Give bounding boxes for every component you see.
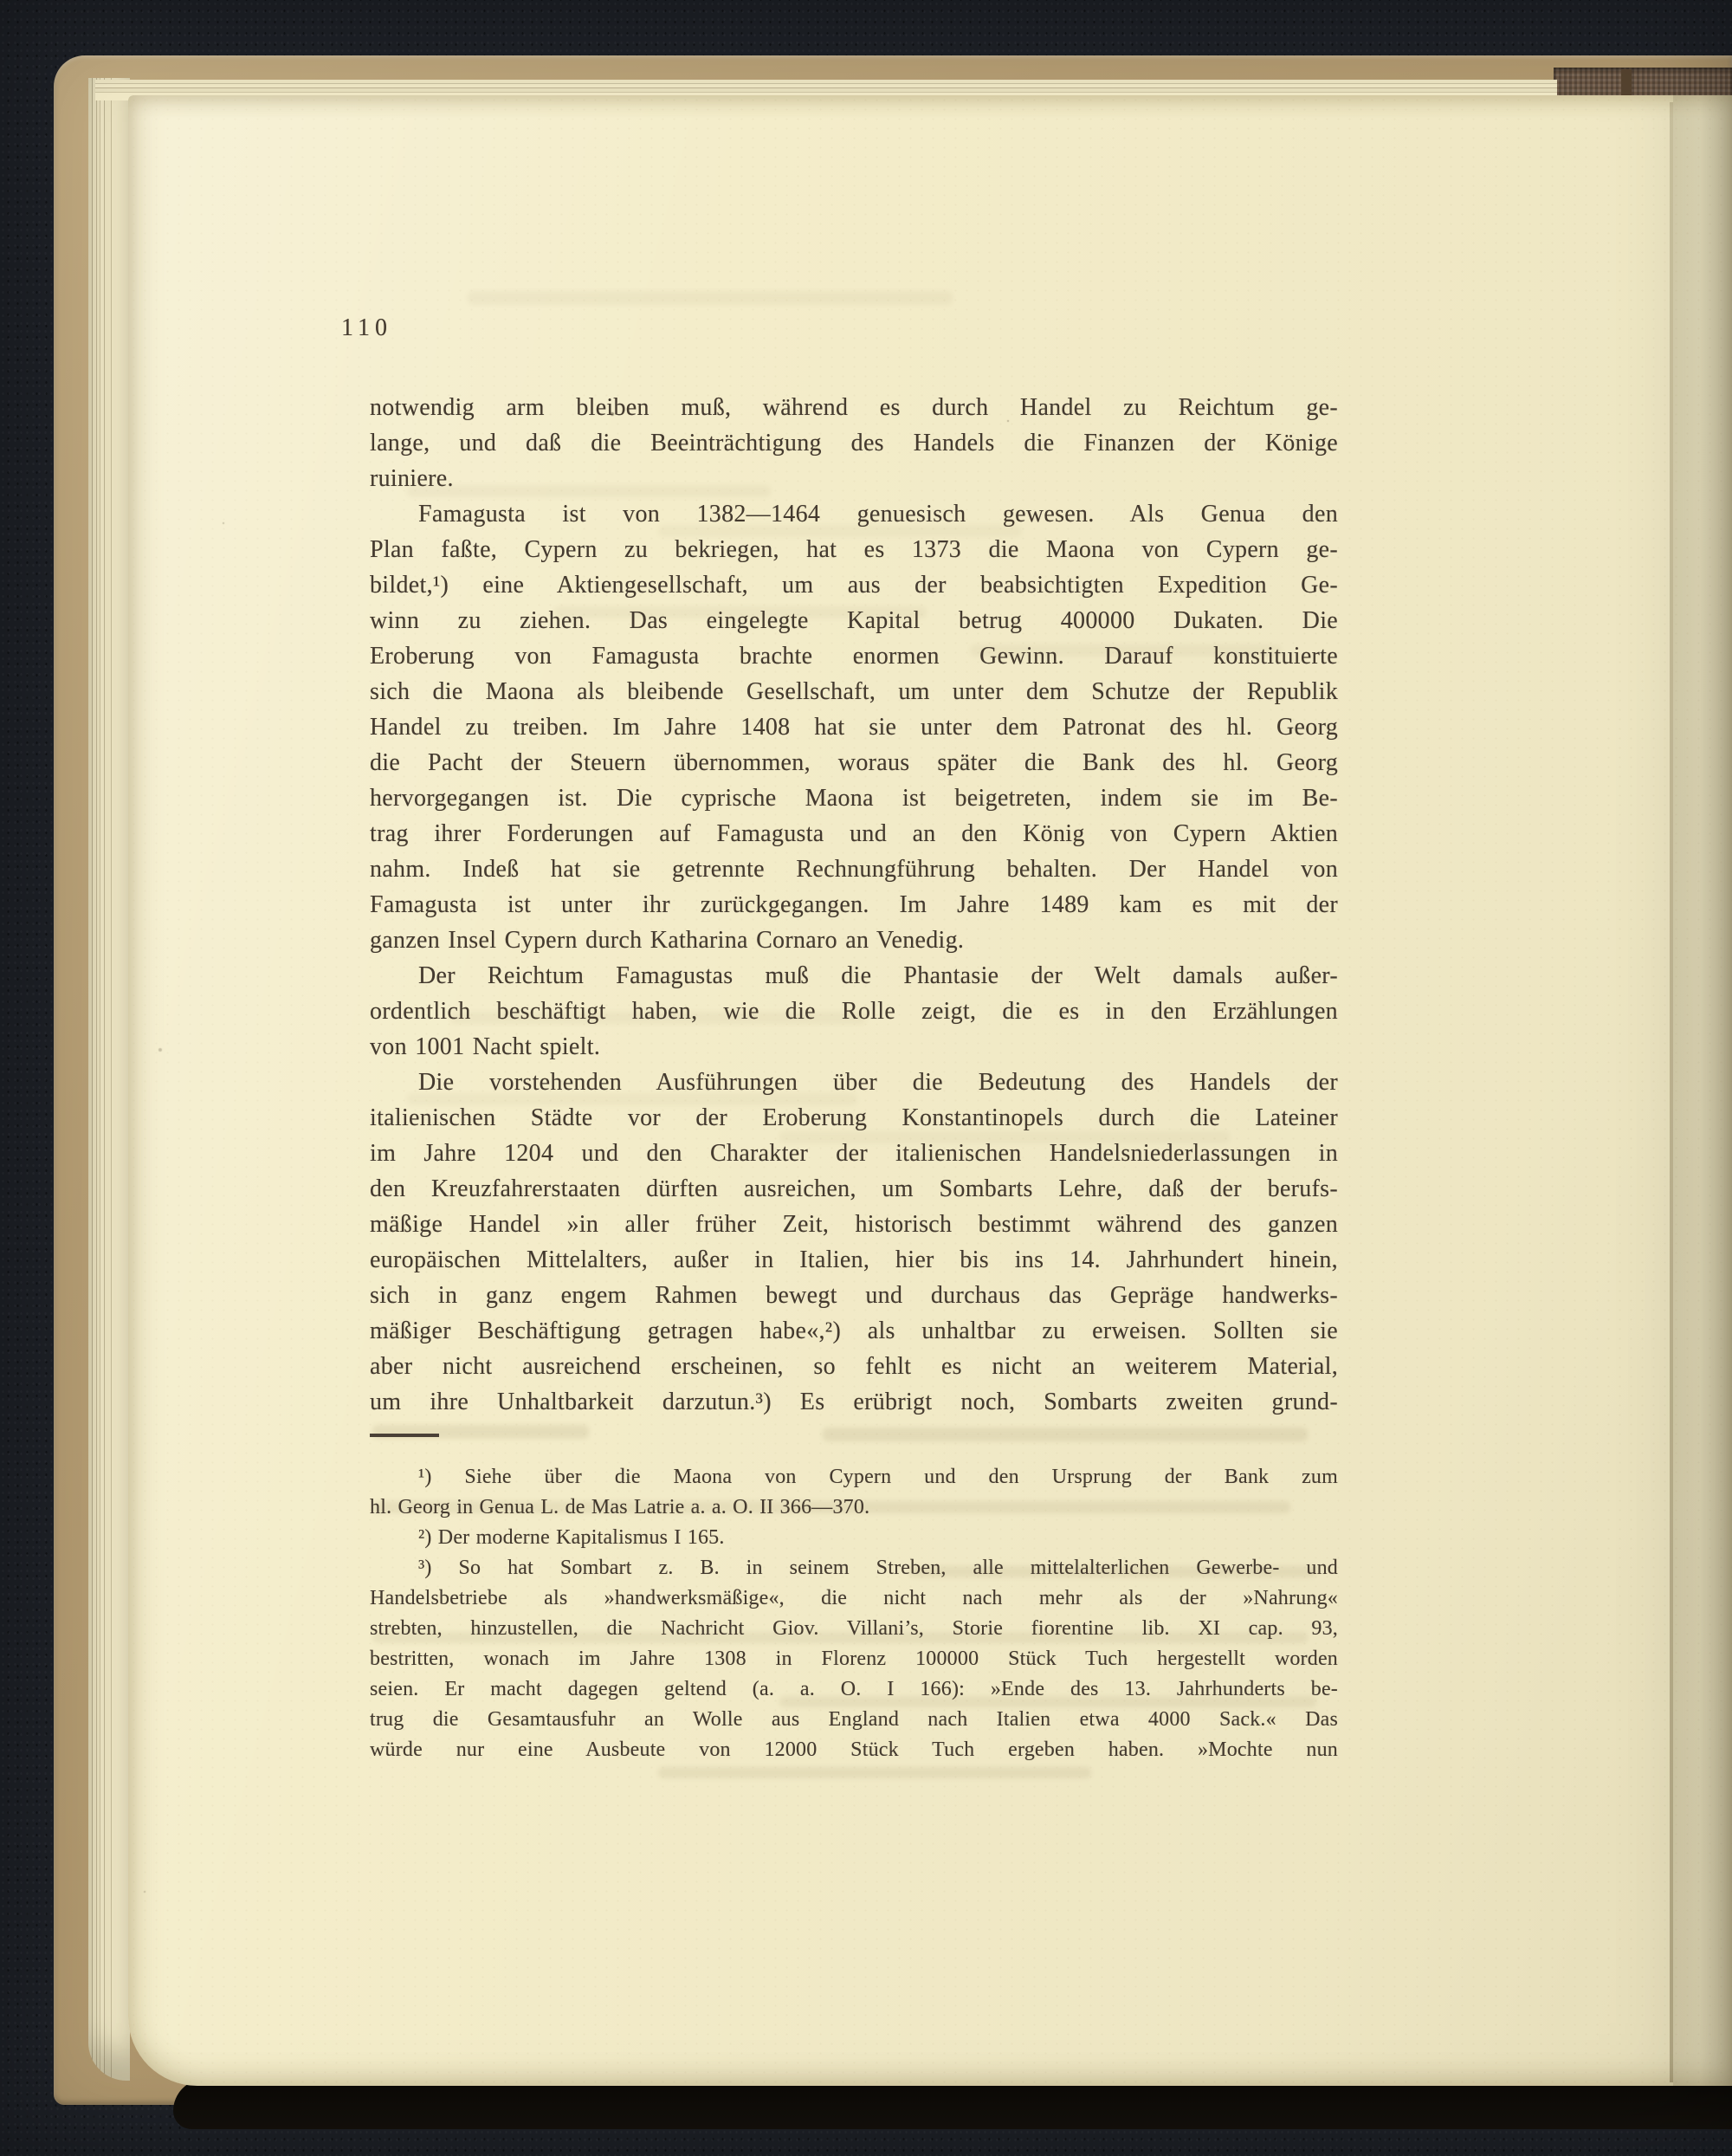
body-text-line: den Kreuzfahrerstaaten dürften ausreichen, um Sombarts Lehre, daß der berufs-	[370, 1175, 1338, 1202]
body-text-line: italienischen Städte vor der Eroberung Konstantinopels durch die Lateiner	[370, 1104, 1338, 1131]
footnote-line: seien. Er macht dagegen geltend (a. a. O. I 166): »Ende des 13. Jahrhunderts be-	[370, 1678, 1338, 1700]
body-text-line: Plan faßte, Cypern zu bekriegen, hat es 1373 die Maona von Cypern ge-	[370, 536, 1338, 563]
body-text-line: winn zu ziehen. Das eingelegte Kapital betrug 400000 Dukaten. Die	[370, 607, 1338, 634]
body-text-line: trag ihrer Forderungen auf Famagusta und an den König von Cypern Aktien	[370, 820, 1338, 847]
body-text-line: aber nicht ausreichend erscheinen, so fehlt es nicht an weiterem Material,	[370, 1353, 1338, 1380]
footnote-line: bestritten, wonach im Jahre 1308 in Florenz 100000 Stück Tuch hergestellt worden	[370, 1648, 1338, 1670]
body-text-line: mäßiger Beschäftigung getragen habe«,²) als unhaltbar zu erweisen. Sollten sie	[370, 1318, 1338, 1344]
page-stack-edge-left	[88, 78, 130, 2081]
footnote-line: trug die Gesamtausfuhr an Wolle aus England nach Italien etwa 4000 Sack.« Das	[370, 1708, 1338, 1731]
body-text-line: ordentlich beschäftigt haben, wie die Rolle zeigt, die es in den Erzählungen	[370, 998, 1338, 1025]
page-bottom-shadow	[173, 2079, 1732, 2129]
body-text-block	[370, 390, 1338, 1420]
body-text-line: nahm. Indeß hat sie getrennte Rechnungführung behalten. Der Handel von	[370, 856, 1338, 883]
show-through-smudge	[823, 1428, 1308, 1441]
footnote-line: ²) Der moderne Kapitalismus I 165.	[418, 1526, 725, 1549]
body-text-line: Famagusta ist unter ihr zurückgegangen. Im Jahre 1489 kam es mit der	[370, 891, 1338, 918]
footnote-rule	[370, 1434, 439, 1437]
footnote-line: hl. Georg in Genua L. de Mas Latrie a. a. O. II 366—370.	[370, 1496, 870, 1518]
dust-specks	[0, 0, 2, 2]
footnote-line: ¹) Siehe über die Maona von Cypern und den Ursprung der Bank zum	[418, 1466, 1338, 1488]
body-text-line: hervorgegangen ist. Die cyprische Maona ist beigetreten, indem sie im Be-	[370, 785, 1338, 812]
show-through-smudge	[658, 1767, 1091, 1778]
body-text-line: bildet,¹) eine Aktiengesellschaft, um aus der beabsichtigten Expedition Ge-	[370, 572, 1338, 599]
body-text-line: Die vorstehenden Ausführungen über die Bedeutung des Handels der	[418, 1069, 1338, 1096]
body-text-line: notwendig arm bleiben muß, während es durch Handel zu Reichtum ge-	[370, 394, 1338, 421]
body-text-line: ganzen Insel Cypern durch Katharina Cornaro an Venedig.	[370, 927, 965, 954]
show-through-smudge	[468, 291, 953, 305]
body-text-line: um ihre Unhaltbarkeit darzutun.³) Es erübrigt noch, Sombarts zweiten grund-	[370, 1389, 1338, 1415]
page-number: 110	[341, 314, 392, 341]
footnote-line: würde nur eine Ausbeute von 12000 Stück Tuch ergeben haben. »Mochte nun	[370, 1738, 1338, 1761]
body-text-line: mäßige Handel »in aller früher Zeit, historisch bestimmt während des ganzen	[370, 1211, 1338, 1238]
body-text-line: sich die Maona als bleibende Gesellschaft, um unter dem Schutze der Republik	[370, 678, 1338, 705]
body-text-line: Handel zu treiben. Im Jahre 1408 hat sie unter dem Patronat des hl. Georg	[370, 714, 1338, 741]
body-text-line: europäischen Mittelalters, außer in Italien, hier bis ins 14. Jahrhundert hinein,	[370, 1246, 1338, 1273]
footnote-line: ³) So hat Sombart z. B. in seinem Streben, alle mittelalterlichen Gewerbe- und	[418, 1557, 1338, 1579]
footnotes-block	[370, 1462, 1338, 1765]
body-text-line: ruiniere.	[370, 465, 454, 492]
body-text-line: von 1001 Nacht spielt.	[370, 1033, 601, 1060]
body-text-line: sich in ganz engem Rahmen bewegt und durchaus das Gepräge handwerks-	[370, 1282, 1338, 1309]
body-text-line: lange, und daß die Beeinträchtigung des Handels die Finanzen der Könige	[370, 430, 1338, 456]
body-text-line: die Pacht der Steuern übernommen, woraus später die Bank des hl. Georg	[370, 749, 1338, 776]
body-text-line: Eroberung von Famagusta brachte enormen Gewinn. Darauf konstituierte	[370, 643, 1338, 670]
footnote-line: strebten, hinzustellen, die Nachricht Giov. Villani’s, Storie fiorentine lib. XI cap. 93,	[370, 1617, 1338, 1640]
gutter-shading	[1673, 95, 1732, 2086]
footnote-line: Handelsbetriebe als »handwerksmäßige«, die nicht nach mehr als der »Nahrung«	[370, 1587, 1338, 1609]
body-text-line: Der Reichtum Famagustas muß die Phantasie der Welt damals außer-	[418, 962, 1338, 989]
body-text-line: im Jahre 1204 und den Charakter der italienischen Handelsniederlassungen in	[370, 1140, 1338, 1167]
body-text-line: Famagusta ist von 1382—1464 genuesisch gewesen. Als Genua den	[418, 501, 1338, 528]
